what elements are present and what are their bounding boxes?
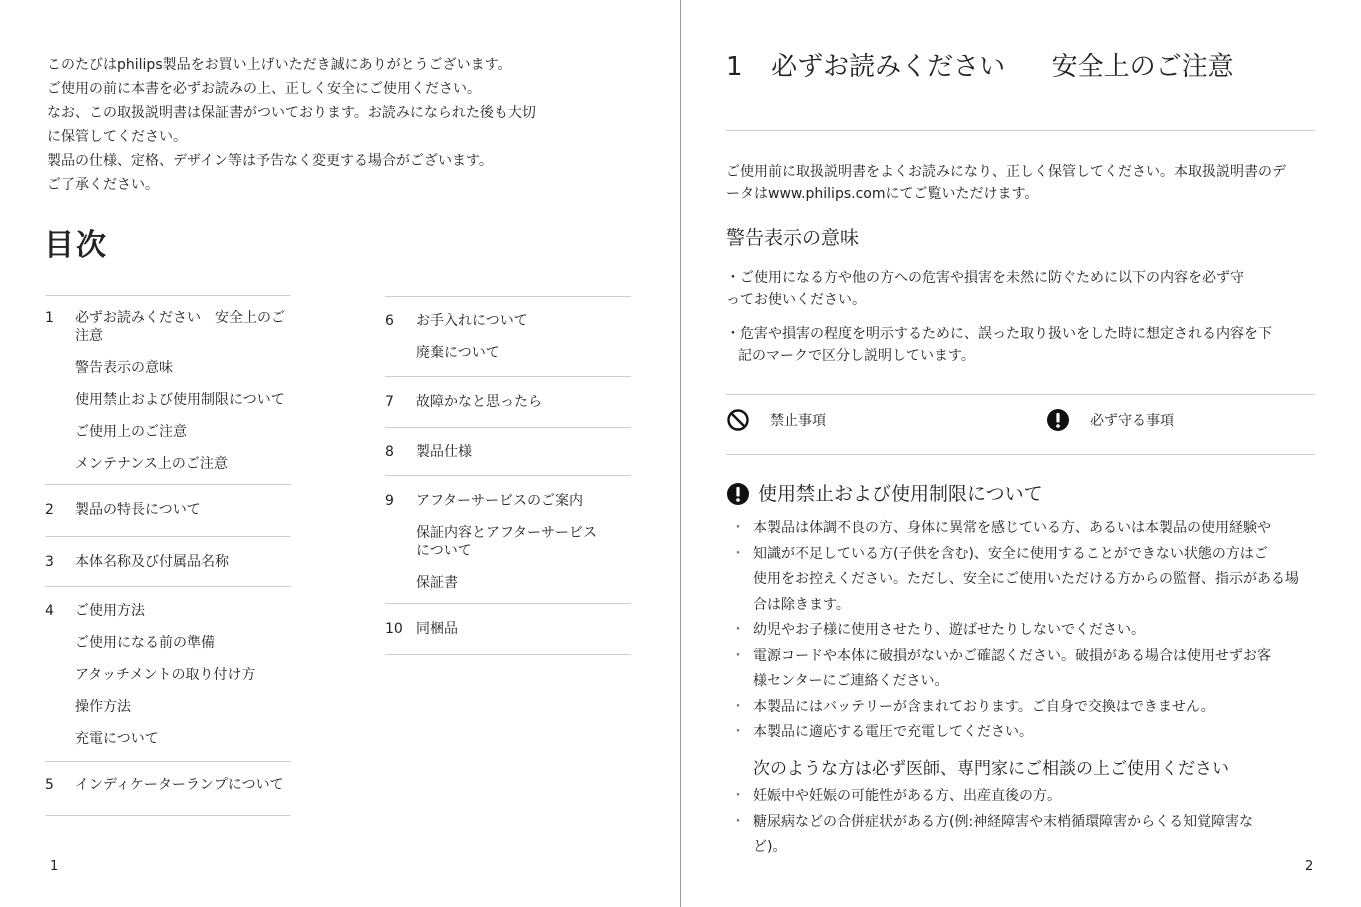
toc-number: 7 <box>385 394 394 410</box>
bullet-line: 記のマークで区分し説明しています。 <box>738 348 975 364</box>
right-page <box>681 0 1361 907</box>
list-item-line: ど)。 <box>753 839 787 855</box>
toc-subentry[interactable]: アタッチメントの取り付け方 <box>75 667 256 683</box>
toc-number: 4 <box>45 603 54 619</box>
doctor-list <box>731 784 1341 861</box>
toc-label: アフターサービスのご案内 <box>416 493 584 509</box>
toc-number: 9 <box>385 493 394 509</box>
toc-section-4 <box>45 586 291 761</box>
toc-label: 必ずお読みください 安全上のご注意 <box>75 310 285 344</box>
toc-number: 10 <box>385 621 403 637</box>
bullet-line: ってお使いください。 <box>726 292 866 308</box>
toc-column-1 <box>45 295 291 816</box>
list-item: ・ 知識が不足している方(子供を含む)、安全に使用することができない状態の方はご 使用をお控えください。ただし、安全にご使用いただける方からの監督、指示がある場 合は除きます。 <box>731 542 1341 619</box>
divider <box>726 394 1315 395</box>
page-number: 1 <box>50 859 59 874</box>
right-intro-text <box>726 161 1326 205</box>
toc-section-7 <box>385 376 631 427</box>
toc-subentry[interactable]: 使用禁止および使用制限について <box>75 392 285 408</box>
list-item-line: 本製品に適応する電圧で充電してください。 <box>753 724 1033 740</box>
toc-label: 本体名称及び付属品名称 <box>75 554 229 570</box>
toc-subentry[interactable]: 廃棄について <box>416 345 500 361</box>
restriction-list <box>731 516 1341 746</box>
list-item-line: 幼児やお子様に使用させたり、遊ばせたりしないでください。 <box>753 622 1145 638</box>
list-item-line: 知識が不足している方(子供を含む)、安全に使用することができない状態の方はご <box>753 545 1268 562</box>
intro-text <box>47 53 607 197</box>
list-item-line: 本製品は体調不良の方、身体に異常を感じている方、あるいは本製品の使用経験や <box>753 520 1271 536</box>
intro-line: ご使用の前に本書を必ずお読みの上、正しく安全にご使用ください。 <box>47 81 481 97</box>
warning-bullet-2 <box>726 323 1336 367</box>
toc-subentry[interactable]: 警告表示の意味 <box>75 360 173 376</box>
list-item-line: 使用をお控えください。ただし、安全にご使用いただける方からの監督、指示がある場 <box>753 571 1299 587</box>
toc-entry[interactable] <box>45 553 291 571</box>
exclamation-circle-icon <box>1046 408 1070 432</box>
toc-entry[interactable] <box>385 393 631 411</box>
toc-section-10 <box>385 603 631 655</box>
page-number: 2 <box>1305 859 1314 874</box>
mark-prohibit-label: 禁止事項 <box>770 413 826 429</box>
intro-line: に保管してください。 <box>47 129 187 145</box>
list-item-line: 妊娠中や妊娠の可能性がある方、出産直後の方。 <box>753 788 1061 804</box>
list-item: ・ 本製品にはバッテリーが含まれております。ご自身で交換はできません。 <box>731 695 1341 721</box>
section-title-number: 1 <box>726 52 743 82</box>
toc-section-5 <box>45 761 291 816</box>
list-item: ・ 糖尿病などの合併症状がある方(例:神経障害や末梢循環障害からくる知覚障害な ど)。 <box>731 810 1341 861</box>
list-item-line: 本製品にはバッテリーが含まれております。ご自身で交換はできません。 <box>753 698 1215 715</box>
toc-subentry[interactable]: 保証書 <box>416 575 458 591</box>
list-item: ・ 妊娠中や妊娠の可能性がある方、出産直後の方。 <box>731 784 1341 810</box>
divider <box>726 130 1315 131</box>
list-item-line: 糖尿病などの合併症状がある方(例:神経障害や末梢循環障害からくる知覚障害な <box>753 813 1254 830</box>
toc-section-6 <box>385 296 631 376</box>
toc-entry[interactable] <box>385 312 631 330</box>
toc-label: 故障かなと思ったら <box>416 394 542 410</box>
toc-number: 5 <box>45 777 54 793</box>
toc-subentry[interactable]: 充電について <box>75 731 159 747</box>
toc-section-3 <box>45 536 291 586</box>
list-item-line: 合は除きます。 <box>753 596 850 613</box>
list-item: ・ 電源コードや本体に破損がないかご確認ください。破損がある場合は使用せずお客 様センターにご連絡ください。 <box>731 644 1341 695</box>
list-item: ・ 本製品は体調不良の方、身体に異常を感じている方、あるいは本製品の使用経験や <box>731 516 1341 542</box>
toc-subentry[interactable]: 操作方法 <box>75 699 131 715</box>
mark-legend <box>726 408 1326 438</box>
toc-column-2 <box>385 296 631 655</box>
toc-label: インディケーターランプについて <box>75 777 284 793</box>
bullet-line: ・ご使用になる方や他の方への危害や損害を未然に防ぐために以下の内容を必ず守 <box>726 270 1244 286</box>
intro-line: このたびはphilips製品をお買い上げいただき誠にありがとうございます。 <box>47 57 512 73</box>
toc-label: 製品の特長について <box>75 502 201 518</box>
section-title <box>726 50 1234 84</box>
restriction-heading-text: 使用禁止および使用制限について <box>758 483 1043 505</box>
section-title-part-b: 安全上のご注意 <box>1051 52 1234 82</box>
toc-entry[interactable] <box>45 776 291 794</box>
section-title-part-a: 必ずお読みください <box>771 52 1006 82</box>
toc-number: 8 <box>385 444 394 460</box>
warning-heading: 警告表示の意味 <box>726 227 860 249</box>
restriction-heading <box>726 480 1043 508</box>
toc-number: 2 <box>45 502 54 518</box>
list-item-line: 電源コードや本体に破損がないかご確認ください。破損がある場合は使用せずお客 <box>753 647 1271 664</box>
toc-label: お手入れについて <box>416 313 528 329</box>
toc-entry[interactable] <box>45 309 291 345</box>
list-item-line: 様センターにご連絡ください。 <box>753 673 949 689</box>
list-item: ・ 本製品に適応する電圧で充電してください。 <box>731 720 1341 746</box>
intro-line: ータはwww.philips.comにてご覧いただけます。 <box>726 186 1039 202</box>
toc-section-2 <box>45 484 291 536</box>
toc-number: 6 <box>385 313 394 329</box>
list-item: ・ 幼児やお子様に使用させたり、遊ばせたりしないでください。 <box>731 618 1341 644</box>
bullet-line: ・危害や損害の程度を明示するために、誤った取り扱いをした時に想定される内容を下 <box>726 326 1272 342</box>
toc-section-1 <box>45 295 291 484</box>
toc-title: 目次 <box>44 228 108 263</box>
divider <box>726 454 1315 455</box>
toc-entry[interactable] <box>45 501 291 519</box>
toc-subentry[interactable]: ご使用上のご注意 <box>75 424 187 440</box>
mark-must-label: 必ず守る事項 <box>1090 413 1174 429</box>
intro-line: ご了承ください。 <box>47 177 159 193</box>
doctor-heading: 次のような方は必ず医師、専門家にご相談の上ご使用ください <box>753 759 1229 779</box>
intro-line: ご使用前に取扱説明書をよくお読みになり、正しく保管してください。本取扱説明書のデ <box>726 164 1286 180</box>
toc-subentry[interactable]: ご使用になる前の準備 <box>75 635 215 651</box>
toc-subentry[interactable]: 保証内容とアフターサービス について <box>416 525 598 559</box>
toc-section-9 <box>385 475 631 603</box>
toc-label: 同梱品 <box>416 621 458 637</box>
toc-label: ご使用方法 <box>75 603 145 619</box>
exclamation-circle-icon <box>726 482 750 506</box>
intro-line: なお、この取扱説明書は保証書がついております。お読みになられた後も大切 <box>47 105 536 121</box>
left-page <box>0 0 680 907</box>
toc-entry[interactable] <box>385 443 631 461</box>
toc-subentry[interactable]: メンテナンス上のご注意 <box>75 456 228 472</box>
toc-entry[interactable] <box>385 492 631 510</box>
toc-number: 1 <box>45 310 54 326</box>
toc-section-8 <box>385 427 631 475</box>
mark-must <box>1046 408 1174 432</box>
toc-label: 製品仕様 <box>416 444 472 460</box>
mark-prohibit <box>726 408 826 432</box>
intro-line: 製品の仕様、定格、デザイン等は予告なく変更する場合がございます。 <box>47 153 493 169</box>
toc-number: 3 <box>45 554 54 570</box>
toc-entry[interactable] <box>385 620 631 638</box>
toc-entry[interactable] <box>45 602 291 620</box>
warning-bullet-1 <box>726 267 1336 311</box>
prohibition-icon <box>726 408 750 432</box>
